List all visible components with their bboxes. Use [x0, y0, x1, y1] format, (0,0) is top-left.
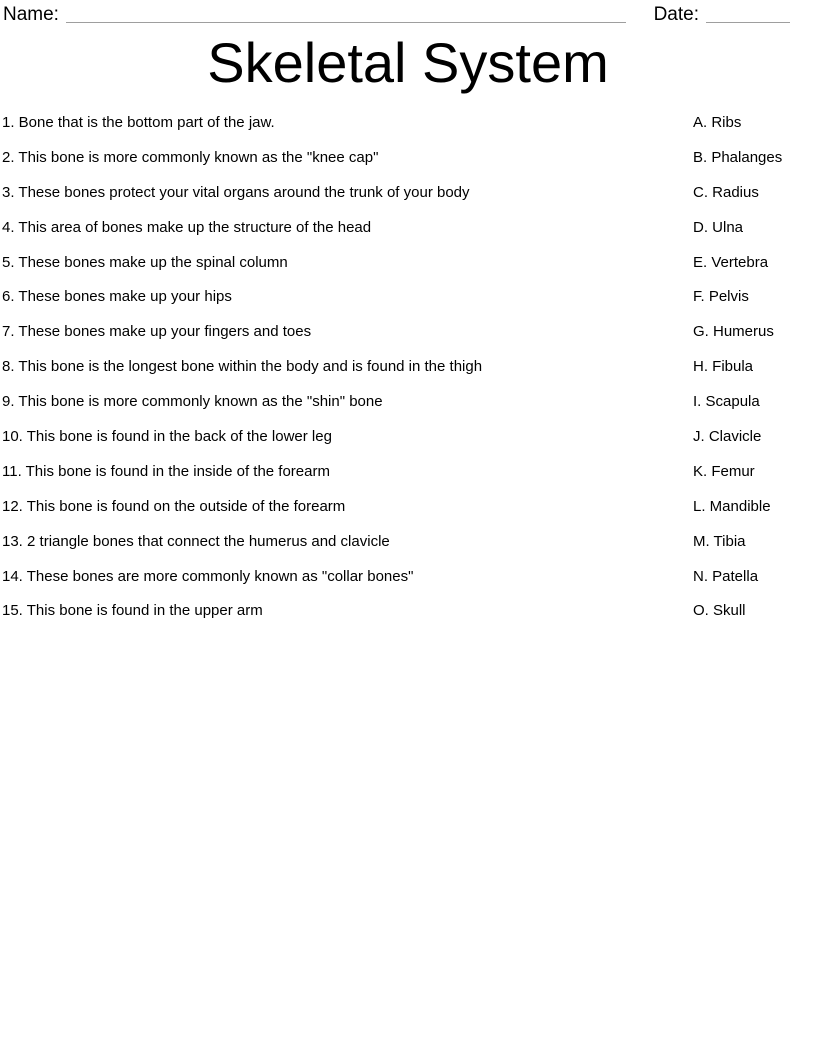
header	[0, 0, 816, 26]
answer-option: H. Fibula	[693, 358, 754, 376]
answer-option: D. Ulna	[693, 218, 744, 236]
question-text: 13. 2 triangle bones that connect the humerus and clavicle	[2, 532, 390, 550]
answer-option: G. Humerus	[693, 323, 774, 341]
question-text: 11. This bone is found in the inside of the forearm	[2, 462, 330, 480]
matching-row	[2, 113, 816, 148]
question-text: 4. This area of bones make up the structure of the head	[2, 218, 372, 236]
page-title: Skeletal System	[207, 31, 609, 94]
matching-row	[2, 183, 816, 218]
matching-row	[2, 601, 816, 636]
matching-row	[2, 253, 816, 288]
matching-row	[2, 287, 816, 322]
matching-row	[2, 148, 816, 183]
question-text: 6. These bones make up your hips	[2, 288, 232, 306]
question-text: 14. These bones are more commonly known as "collar bones"	[2, 567, 414, 585]
answer-option: L. Mandible	[693, 497, 771, 515]
matching-row	[2, 322, 816, 357]
answer-option: B. Phalanges	[693, 148, 783, 166]
answer-option: A. Ribs	[693, 114, 742, 131]
matching-list	[0, 113, 816, 636]
answer-option: M. Tibia	[693, 532, 746, 550]
name-label: Name:	[3, 4, 59, 25]
matching-row	[2, 497, 816, 532]
answer-option: I. Scapula	[693, 393, 760, 411]
date-label: Date:	[653, 4, 699, 25]
matching-row	[2, 427, 816, 462]
question-text: 15. This bone is found in the upper arm	[2, 602, 263, 620]
question-text: 12. This bone is found on the outside of the forearm	[2, 497, 346, 515]
answer-option: O. Skull	[693, 602, 746, 620]
matching-row	[2, 392, 816, 427]
question-text: 10. This bone is found in the back of the lower leg	[2, 428, 332, 446]
question-text: 8. This bone is the longest bone within the body and is found in the thigh	[2, 358, 483, 376]
question-text: 1. Bone that is the bottom part of the jaw.	[2, 114, 275, 131]
answer-option: N. Patella	[693, 567, 759, 585]
name-blank-line	[66, 22, 626, 23]
answer-option: F. Pelvis	[693, 288, 749, 306]
date-blank-line	[706, 22, 790, 23]
matching-row	[2, 218, 816, 253]
matching-row	[2, 357, 816, 392]
question-text: 5. These bones make up the spinal column	[2, 253, 288, 271]
answer-option: C. Radius	[693, 183, 759, 201]
matching-row	[2, 567, 816, 602]
answer-option: E. Vertebra	[693, 253, 769, 271]
question-text: 3. These bones protect your vital organs around the trunk of your body	[2, 183, 470, 201]
answer-option: J. Clavicle	[693, 428, 762, 446]
question-text: 9. This bone is more commonly known as the "shin" bone	[2, 393, 383, 411]
question-text: 2. This bone is more commonly known as the "knee cap"	[2, 148, 379, 166]
matching-row	[2, 532, 816, 567]
answer-option: K. Femur	[693, 462, 755, 480]
matching-row	[2, 462, 816, 497]
question-text: 7. These bones make up your fingers and toes	[2, 323, 312, 341]
